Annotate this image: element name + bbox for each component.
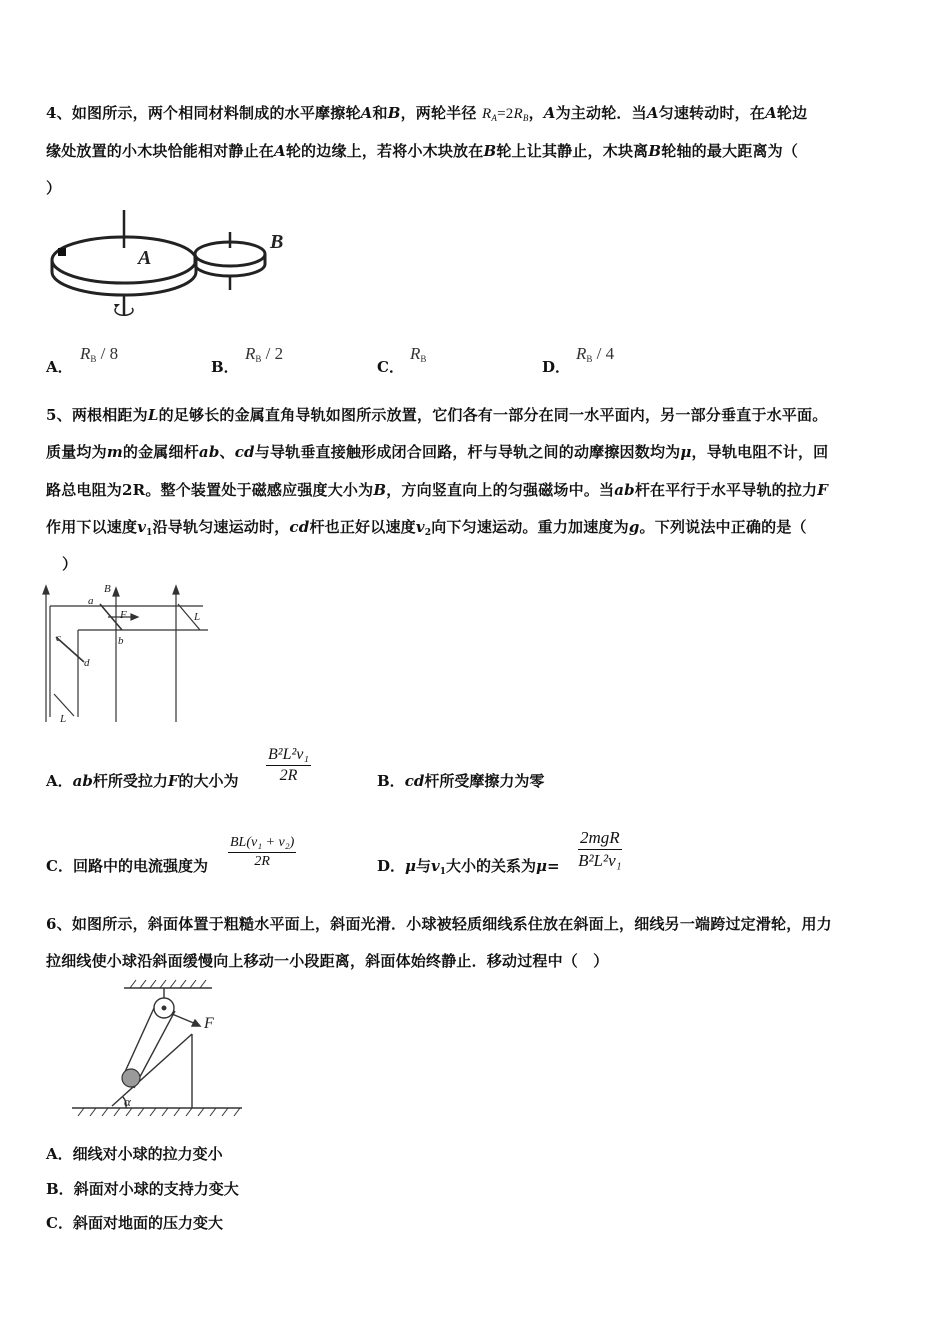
wheel-a-label: A	[138, 247, 152, 269]
q4-line-2: 缘处放置的小木块恰能相对静止在A轮的边缘上，若将小木块放在B轮上让其静止，木块离B轮轴的最大距离为（	[46, 142, 799, 160]
angle-alpha-label: α	[124, 1094, 131, 1109]
force-f-label: F	[204, 1015, 214, 1032]
q5-line-4: 作用下以速度$v_1$沿导轨匀速运动时，cd杆也正好以速度$v_2$向下匀速运动。重力加速度为g。下列说法中正确的是（	[46, 518, 807, 538]
q4-option-a-expr: $R_B / 8$	[80, 344, 119, 364]
q4-option-d[interactable]: D．	[542, 358, 571, 376]
q4-wheels-figure	[44, 208, 304, 328]
point-c-label: c	[56, 632, 61, 644]
q5-rails-figure	[38, 582, 218, 727]
q5-line-5: ）	[62, 555, 78, 573]
q4-option-d-expr: $R_B / 4$	[576, 344, 615, 364]
point-a-label: a	[88, 595, 94, 607]
field-b-label: B	[104, 583, 111, 595]
q5-option-a[interactable]: A．ab杆所受拉力F的大小为	[46, 772, 239, 790]
q6-line-1: 6、如图所示，斜面体置于粗糙水平面上，斜面光滑．小球被轻质细线系住放在斜面上，细线另一端跨过定滑轮，用力	[46, 915, 832, 933]
q4-option-c[interactable]: C．	[377, 358, 404, 376]
q4-option-b-expr: $R_B / 2$	[245, 344, 284, 364]
q5-option-d[interactable]: D．μ与$v_1$大小的关系为μ=	[377, 857, 560, 877]
q6-option-b[interactable]: B．斜面对小球的支持力变大	[46, 1180, 239, 1198]
q5-option-c[interactable]: C．回路中的电流强度为	[46, 857, 208, 875]
q4-line-1: 4、如图所示，两个相同材料制成的水平摩擦轮A和B，两轮半径 $R_A=2R_B$，A为主动轮．当A匀速转动时，在A轮边	[46, 104, 808, 123]
q5-line-3: 路总电阻为2R。整个装置处于磁感应强度大小为B，方向竖直向上的匀强磁场中。当ab杆在平行于水平导轨的拉力F	[46, 481, 829, 499]
ball	[122, 1069, 140, 1087]
point-b-label: b	[118, 635, 124, 647]
wheel-b-label: B	[270, 231, 284, 253]
q5-option-c-fraction: $\frac{\text{BL(v₁ + v₂)}}{2R}$	[230, 835, 295, 869]
point-d-label: d	[84, 657, 90, 669]
q6-option-a[interactable]: A．细线对小球的拉力变小	[46, 1145, 223, 1163]
q5-line-2: 质量均为m的金属细杆ab、cd与导轨垂直接触形成闭合回路，杆与导轨之间的动摩擦因数均为μ，导轨电阻不计，回	[46, 443, 829, 461]
q6-option-c[interactable]: C．斜面对地面的压力变大	[46, 1214, 223, 1232]
q4-option-a[interactable]: A．	[46, 358, 73, 376]
q6-line-2: 拉细线使小球沿斜面缓慢向上移动一小段距离，斜面体始终静止．移动过程中（ ）	[46, 952, 609, 970]
q4-option-c-expr: $R_B$	[410, 344, 427, 364]
q5-option-a-fraction: $\frac{\text{B²L²v₁}}{2R}$	[268, 746, 309, 784]
spacing-l-label-top: L	[194, 611, 201, 623]
q5-line-1: 5、两根相距为L的足够长的金属直角导轨如图所示放置，它们各有一部分在同一水平面内，另一部分垂直于水平面。	[46, 406, 828, 424]
force-f-label: F	[120, 609, 127, 621]
q6-incline-figure	[68, 978, 248, 1123]
q5-option-b[interactable]: B．cd杆所受摩擦力为零	[377, 772, 545, 790]
spacing-l-label-bottom: L	[60, 713, 67, 725]
q4-option-b[interactable]: B．	[211, 358, 239, 376]
q5-option-d-fraction: 2mgR B²L²v₁	[578, 828, 622, 870]
q4-line-3: ）	[46, 179, 62, 197]
wooden-block	[58, 248, 66, 256]
